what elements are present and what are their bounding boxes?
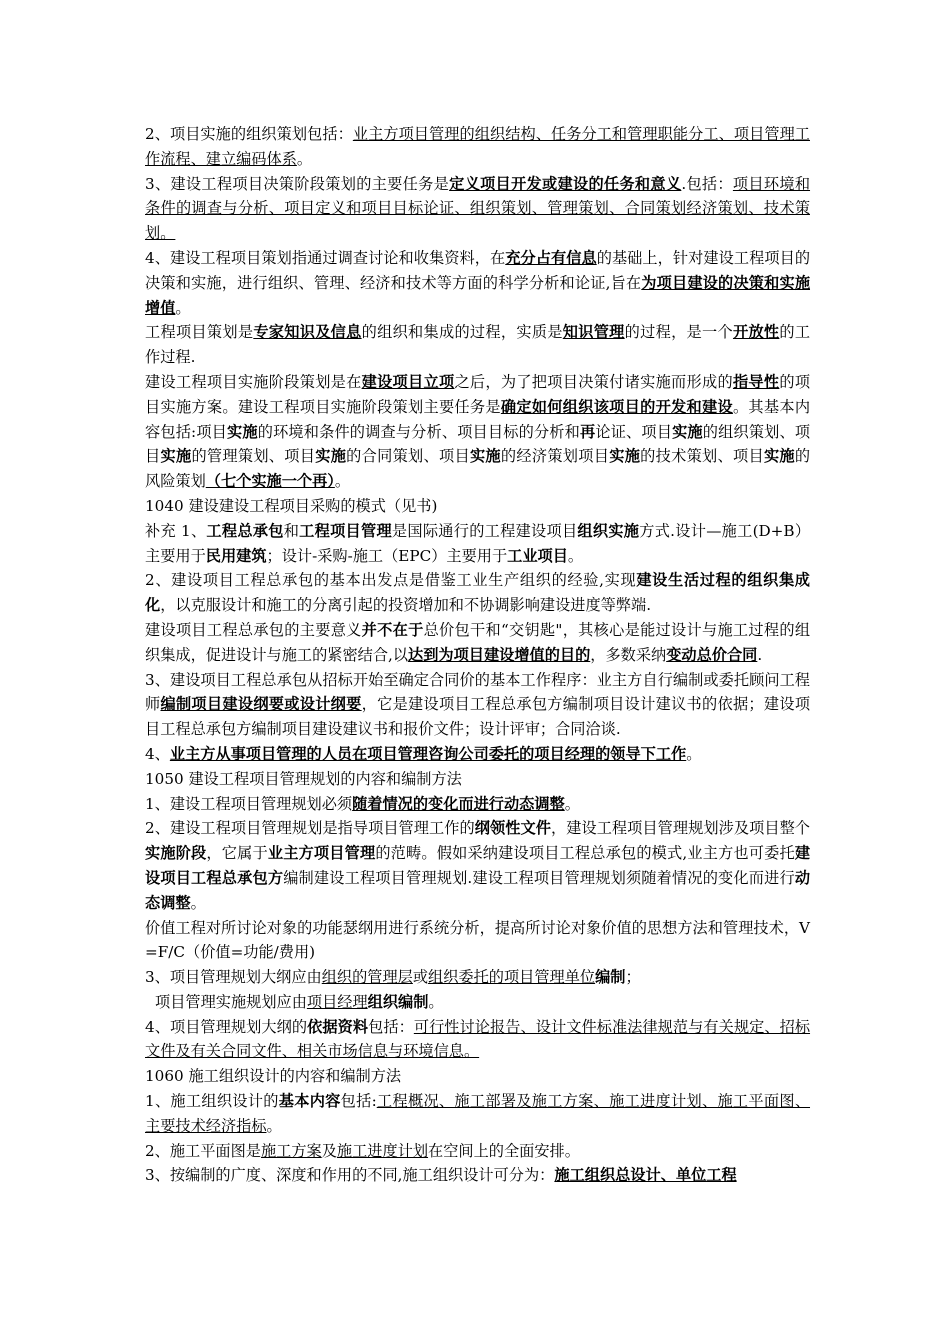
text-run: 实施 (315, 447, 347, 466)
text-run: 及 (321, 1141, 337, 1160)
text-run: 3、建设项目工程总承包从招标开始至确定合同价的基本工作程序：业主方自行编制或委托顾问工程师 (145, 670, 810, 714)
text-run: 的工作过程. (145, 323, 811, 367)
text-run: 实施 (763, 447, 795, 466)
paragraph-17 (145, 1089, 810, 1139)
text-run: 。 (175, 298, 191, 317)
text-run: 2、施工平面图是 (145, 1141, 261, 1160)
text-run: 组织编制 (367, 992, 429, 1011)
text-run: 实施 (469, 447, 501, 466)
text-run: 组织委托的项目管理单位 (428, 968, 596, 987)
text-run: 的范畴。假如采纳建设项目工程总承包的模式,业主方也可委托 (375, 844, 795, 863)
paragraph-13 (145, 916, 810, 966)
text-run: 专家知识及信息 (253, 323, 362, 342)
text-run: 的基础上，针对建设工程项目的决策和实施，进行组织、管理、经济和技术等方面的科学分析和论证,旨在 (145, 248, 811, 292)
paragraph-11 (145, 792, 810, 817)
paragraph-5 (145, 370, 810, 494)
text-run: 。 (428, 992, 444, 1011)
text-run: 4、 (145, 744, 170, 763)
text-run: 的管理策划、项目 (191, 447, 316, 466)
text-run: 1040 建设建设工程项目采购的模式（见书) (145, 496, 438, 515)
text-run: 补充 1、 (145, 521, 207, 540)
paragraph-4 (145, 320, 810, 370)
text-run: 2、项目实施的组织策划包括： (145, 125, 353, 143)
text-run: 组织的管理层 (321, 968, 413, 987)
text-run: 动态调整 (145, 868, 811, 912)
text-run: 的项目实施方案。建设工程项目实施阶段策划主要任务是 (145, 372, 811, 416)
text-run: 3、按编制的广度、深度和作用的不同,施工组织设计可分为： (145, 1166, 555, 1185)
text-run: 随着情况的变化而进行动态调整 (352, 794, 565, 813)
text-run: 包括: (340, 1092, 377, 1111)
text-run: ； (625, 968, 641, 987)
text-run: 。 (296, 149, 313, 168)
paragraph-12 (145, 816, 810, 915)
text-run: 的组织和集成的过程，实质是 (361, 323, 563, 342)
text-run: 的风险策划 (145, 447, 811, 491)
text-run: 的技术策划、项目 (640, 447, 764, 466)
text-run: 2、建设工程项目管理规划是指导项目管理工作的 (145, 819, 475, 838)
text-run: 业主方从事项目管理的人员在项目管理咨询公司委托的项目经理的领导下工作 (169, 744, 687, 763)
text-run: 达到为项目建设增值的目的 (408, 645, 591, 664)
text-run: 1050 建设工程项目管理规划的内容和编制方法 (145, 769, 462, 788)
text-run: 工程概况、施工部署及施工方案、施工进度计划、施工平面图、主要技术经济指标 (145, 1092, 811, 1135)
text-run: 确定如何组织该项目的开发和建设 (500, 397, 733, 416)
paragraph-14 (145, 965, 810, 990)
text-run: 工业项目 (507, 546, 568, 565)
text-run: 4、建设工程项目策划指通过调查讨论和收集资料，在 (145, 248, 506, 267)
text-run: 实施 (672, 422, 703, 441)
text-run: ；设计-采购-施工（EPC）主要用于 (266, 546, 508, 565)
text-run: 项目经理 (306, 992, 368, 1011)
text-run: 民用建筑 (205, 546, 267, 565)
paragraph-18 (145, 1139, 810, 1164)
text-run: 1、建设工程项目管理规划必须 (145, 794, 353, 813)
text-run: 指导性 (732, 372, 780, 391)
text-run: 1060 施工组织设计的内容和编制方法 (145, 1067, 402, 1086)
text-run: 。 (686, 744, 702, 763)
text-run: 之后，为了把项目决策付诸实施而形成的 (454, 372, 733, 391)
paragraph-3 (145, 246, 810, 320)
text-run: 。 (567, 546, 584, 565)
paragraph-7 (145, 568, 810, 618)
text-run: 建设生活过程的组织集成化 (145, 571, 810, 615)
text-run: 编制建设工程项目管理规划.建设工程项目管理规划须随着情况的变化而进行 (283, 868, 795, 887)
text-run: 建设工程项目实施阶段策划是在 (145, 372, 362, 391)
text-run: 开放性 (732, 323, 780, 342)
text-run: 3、建设工程项目决策阶段策划的主要任务是 (145, 174, 450, 193)
text-run: 总价包干和“交钥匙"，其核心是能过设计与施工过程的组织集成，促进设计与施工的紧密结合,以 (145, 620, 811, 664)
text-run: 可行性讨论报告、设计文件标准法律规范与有关规定、招标文件及有关合同文件、相关市场信息与环境信息。 (145, 1017, 811, 1061)
text-run: 。其基本内容包括:项目 (145, 397, 811, 441)
text-run: 依据资料 (307, 1017, 369, 1036)
text-run: 知识管理 (562, 323, 625, 342)
text-run: 纲领性文件 (474, 819, 551, 838)
text-run: 论证、项目 (595, 422, 673, 441)
text-run: 工程总承包 (206, 521, 284, 540)
text-run: 3、项目管理规划大纲应由 (145, 968, 322, 987)
text-run: 的组织策划、项目 (145, 422, 811, 466)
text-run: 。 (334, 472, 351, 491)
text-run: 编制项目建设纲要或设计纲要 (160, 695, 362, 714)
text-run: 组织实施 (577, 521, 640, 540)
text-run: 的经济策划项目 (500, 447, 610, 466)
text-run: 。 (564, 794, 580, 813)
text-run: 基本内容 (278, 1092, 341, 1111)
text-run: 工程项目管理 (299, 521, 392, 540)
text-run: 。 (190, 893, 206, 912)
paragraph-16 (145, 1015, 810, 1065)
text-run: ，建设工程项目管理规划涉及项目整个 (550, 819, 810, 838)
text-run: 充分占有信息 (505, 248, 597, 267)
text-run: 业主方项目管理的组织结构、任务分工和管理职能分工、项目管理工作流程、建立编码体系 (145, 125, 810, 168)
paragraph-6 (145, 519, 810, 569)
text-run: 1、施工组织设计的 (145, 1092, 279, 1111)
text-run: 和 (283, 521, 300, 540)
text-run: 再 (579, 422, 596, 441)
text-run: 项目环境和条件的调查与分析、项目定义和项目目标论证、组织策划、管理策划、合同策划经济策划、技术策划。 (145, 174, 811, 243)
text-run: 施工进度计划 (336, 1141, 429, 1160)
paragraph-10 (145, 742, 810, 767)
text-run: 在空间上的全面安排。 (428, 1141, 580, 1160)
text-run: ，它属于 (206, 844, 268, 863)
text-run: . (757, 645, 763, 664)
text-run: 实施 (227, 422, 258, 441)
text-run: 建设项目工程总承包方 (145, 844, 811, 887)
text-run: 4、项目管理规划大纲的 (145, 1017, 308, 1036)
text-run: 定义项目开发或建设的任务和意义 (449, 174, 682, 193)
text-run: 变动总价合同 (666, 645, 758, 664)
paragraph-15 (145, 990, 810, 1015)
text-run: 并不在于 (361, 620, 424, 639)
text-run: 2、建设项目工程总承包的基本出发点是借鉴工业生产组织的经验,实现 (145, 571, 637, 590)
text-run: 。 (266, 1116, 282, 1135)
text-run: 建设项目立项 (361, 372, 455, 391)
section-heading-1060 (145, 1064, 810, 1089)
section-heading-1040 (145, 494, 810, 519)
text-run: 的过程，是一个 (624, 323, 733, 342)
text-run: 实施阶段 (145, 844, 207, 863)
text-run: 是国际通行的工程建设项目 (391, 521, 578, 540)
text-run: （七个实施一个再） (205, 472, 335, 491)
text-run: 价值工程对所讨论对象的功能瑟纲用进行系统分析，提高所讨论对象价值的思想方法和管理技术，V=F/C（价值=功能/费用) (145, 918, 810, 962)
text-run: ，以克服设计和施工的分离引起的投资增加和不协调影响建设进度等弊端. (160, 596, 652, 615)
paragraph-8 (145, 618, 810, 668)
text-run: .包括： (681, 174, 733, 193)
text-run: 方式.设计—施工(D+B）主要用于 (145, 521, 811, 565)
text-run: 实施 (160, 447, 192, 466)
text-run: 的合同策划、项目 (346, 447, 470, 466)
paragraph-2 (145, 172, 810, 246)
text-run: ，它是建设项目工程总承包方编制项目设计建议书的依据；建设项目工程总承包方编制项目建设建议书和报价文件；设计评审；合同洽谈. (145, 695, 811, 739)
paragraph-19 (145, 1163, 810, 1188)
text-run: 实施 (609, 447, 641, 466)
text-run: 施工方案 (260, 1141, 322, 1160)
text-run: 项目管理实施规划应由 (155, 992, 307, 1011)
text-run: 编制 (595, 968, 626, 987)
paragraph-1 (145, 122, 810, 172)
text-run: 包括： (368, 1017, 414, 1036)
document-page (145, 122, 810, 1188)
paragraph-9 (145, 668, 810, 742)
section-heading-1050 (145, 767, 810, 792)
text-run: 建设项目工程总承包的主要意义 (145, 620, 362, 639)
text-run: 业主方项目管理 (267, 844, 376, 863)
text-run: ，多数采纳 (590, 645, 667, 664)
text-run: 为项目建设的决策和实施增值 (145, 273, 811, 317)
text-run: 工程项目策划是 (145, 323, 254, 342)
text-run: 的环境和条件的调查与分析、项目目标的分析和 (257, 422, 580, 441)
text-run: 施工组织总设计、单位工程 (554, 1166, 737, 1185)
text-run: 或 (412, 968, 429, 987)
